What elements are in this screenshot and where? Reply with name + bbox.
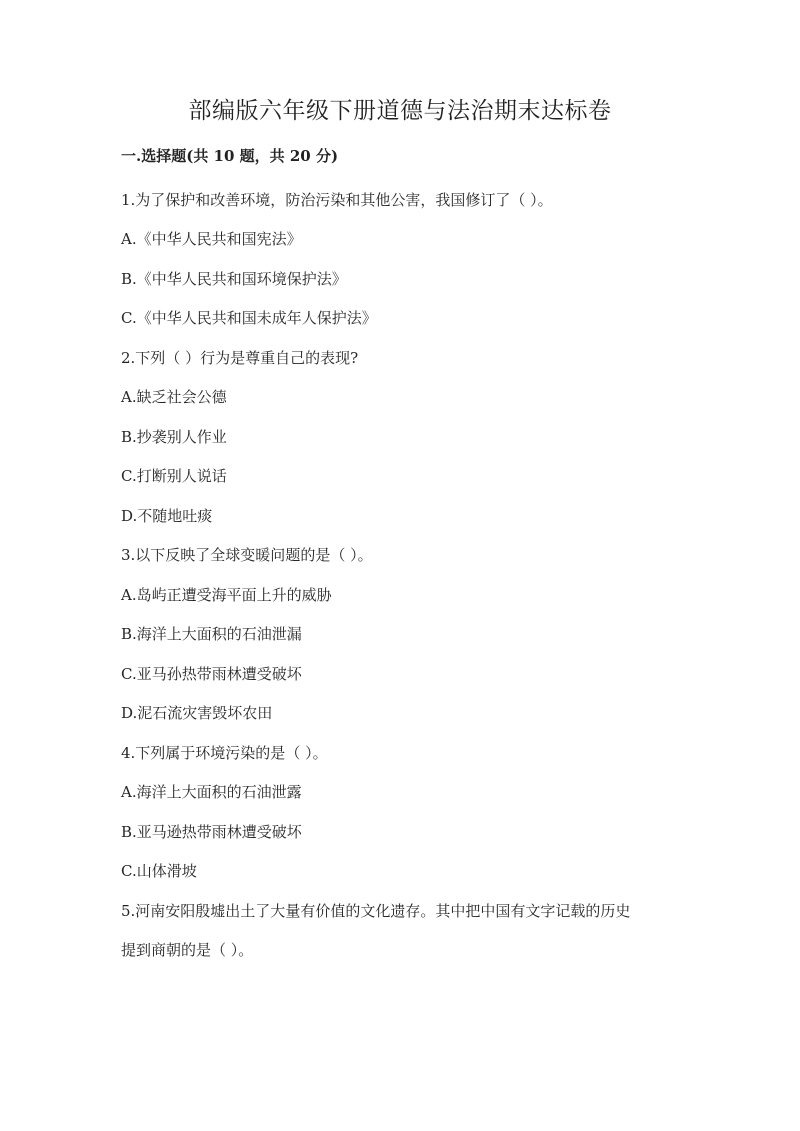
question-5-stem-line-2: 提到商朝的是（ ）。 <box>121 941 254 959</box>
question-4-option-b: B.亚马逊热带雨林遭受破坏 <box>121 823 302 841</box>
question-3-option-d: D.泥石流灾害毁坏农田 <box>121 704 273 722</box>
question-1-stem: 1.为了保护和改善环境，防治污染和其他公害，我国修订了（ ）。 <box>121 191 553 209</box>
question-1-option-a: A.《中华人民共和国宪法》 <box>121 230 302 248</box>
question-4-stem: 4.下列属于环境污染的是（ ）。 <box>121 744 328 762</box>
question-2-stem: 2.下列（ ）行为是尊重自己的表现? <box>121 349 359 367</box>
question-2-option-a: A.缺乏社会公德 <box>121 388 227 406</box>
document-title: 部编版六年级下册道德与法治期末达标卷 <box>188 98 612 124</box>
question-3-stem: 3.以下反映了全球变暖问题的是（ ）。 <box>121 546 373 564</box>
question-3-option-c: C.亚马孙热带雨林遭受破坏 <box>121 665 302 683</box>
question-4-option-c: C.山体滑坡 <box>121 862 197 880</box>
question-2-option-c: C.打断别人说话 <box>121 467 227 485</box>
question-2-option-b: B.抄袭别人作业 <box>121 428 227 446</box>
question-3-option-a: A.岛屿正遭受海平面上升的威胁 <box>121 586 332 604</box>
question-1-option-b: B.《中华人民共和国环境保护法》 <box>121 270 347 288</box>
question-3-option-b: B.海洋上大面积的石油泄漏 <box>121 625 302 643</box>
section-heading: 一.选择题(共 10 题，共 20 分) <box>121 147 339 165</box>
question-5-stem-line-1: 5.河南安阳殷墟出土了大量有价值的文化遗存。其中把中国有文字记载的历史 <box>121 902 631 920</box>
question-2-option-d: D.不随地吐痰 <box>121 507 213 525</box>
question-4-option-a: A.海洋上大面积的石油泄露 <box>121 783 302 801</box>
question-1-option-c: C.《中华人民共和国未成年人保护法》 <box>121 309 377 327</box>
